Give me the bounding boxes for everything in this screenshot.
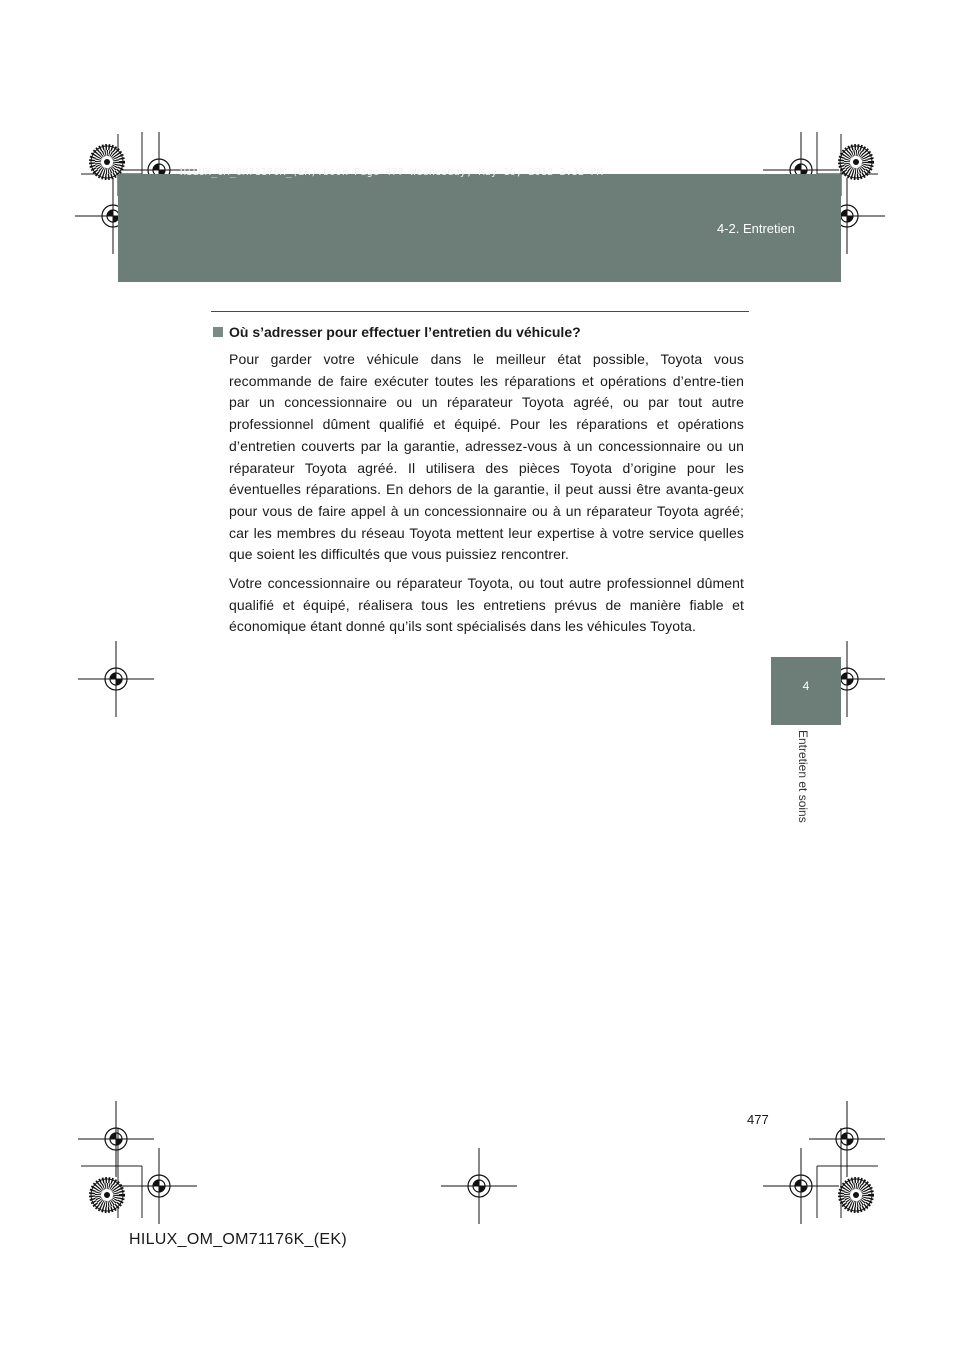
document-code: HILUX_OM_OM71176K_(EK)	[129, 1231, 347, 1248]
file-stamp: HILUX_OM_OM71176K_(EK).book Page 477 Wednesday, May 16, 2012 2:32 PM	[180, 167, 603, 178]
paragraph: Votre concessionnaire ou réparateur Toyota, ou tout autre professionnel dûment qualifié et équipé, réalisera tous les entretiens prévus de manière fiable et économique étant donné qu’ils sont spécialisés dans les véhicules Toyota.	[229, 575, 744, 635]
main-content	[211, 323, 744, 645]
square-bullet-icon	[213, 327, 223, 337]
topic-heading	[211, 323, 744, 342]
section-title: 4-2. Entretien	[716, 221, 795, 236]
section-divider	[211, 311, 749, 312]
page-number: 477	[747, 1112, 769, 1127]
chapter-tab	[771, 657, 841, 725]
paragraph: Pour garder votre véhicule dans le meilleur état possible, Toyota vous recommande de faire exécuter toutes les réparations et opérations d’entre-tien par un concessionnaire ou un réparateur Toyota agréé, ou par tout autre professionnel dûment qualifié et équipé. Pour les réparations et opérations d’entretien couverts par la garantie, adressez-vous à un concessionnaire ou un réparateur Toyota agréé. Il utilisera des pièces Toyota d’origine pour les éventuelles réparations. En dehors de la garantie, il peut aussi être avanta-geux pour vous de faire appel à un concessionnaire ou à un réparateur Toyota agréé; car les membres du réseau Toyota mettent leur expertise à votre service quelles que soient les difficultés que vous puissiez rencontrer.	[229, 351, 744, 563]
chapter-title: Entretien et soins	[796, 730, 810, 823]
chapter-number: 4	[802, 679, 810, 693]
topic-heading-text: Où s’adresser pour effectuer l’entretien du véhicule?	[229, 324, 581, 340]
